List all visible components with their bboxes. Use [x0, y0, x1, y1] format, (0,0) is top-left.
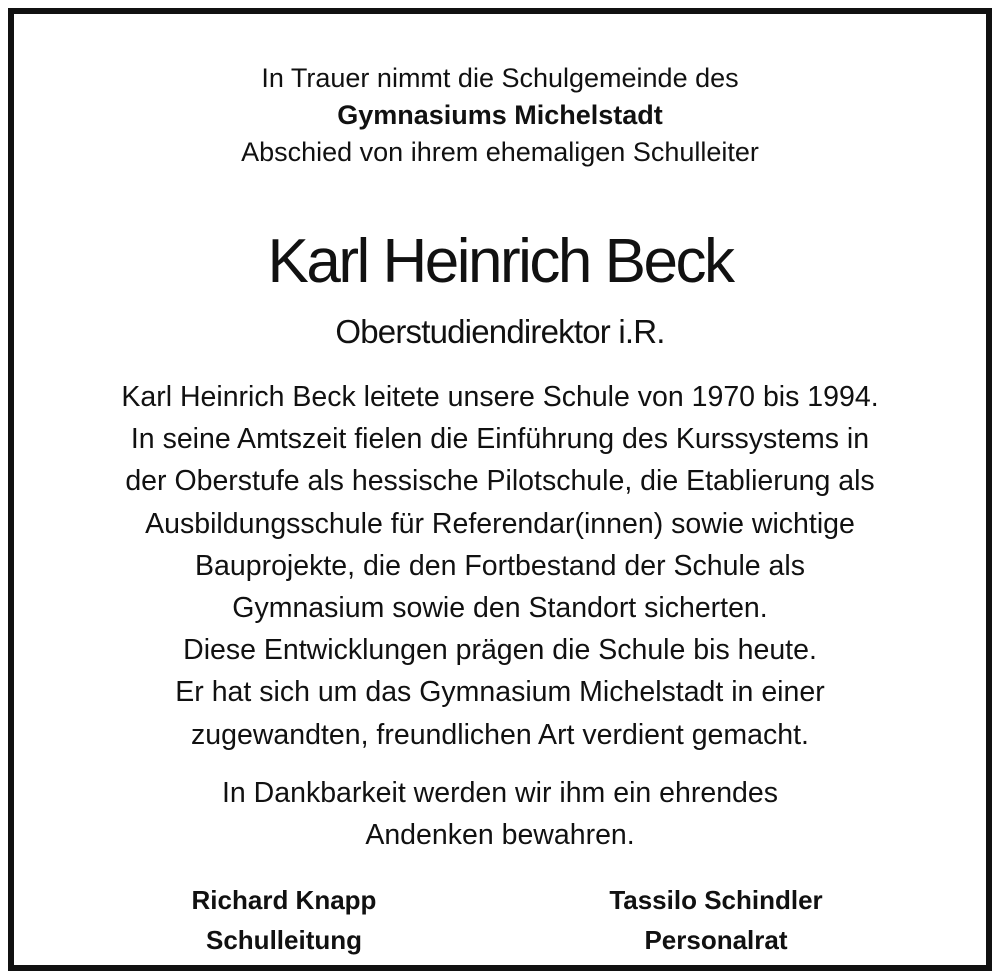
signature-role: Schulleitung	[206, 925, 362, 955]
signature-principal	[104, 880, 464, 960]
tribute-line: zugewandten, freundlichen Art verdient gemacht.	[191, 718, 809, 751]
closing-line: Andenken bewahren.	[365, 819, 635, 852]
tribute-line: der Oberstufe als hessische Pilotschule, die Etablierung als	[125, 465, 875, 498]
tribute-line: Bauprojekte, die den Fortbestand der Schule als	[195, 549, 805, 582]
tribute-line: In seine Amtszeit fielen die Einführung des Kurssystems in	[130, 423, 870, 456]
signature-name: Tassilo Schindler	[609, 885, 823, 915]
school-name: Gymnasiums Michelstadt	[337, 100, 663, 130]
closing-line: In Dankbarkeit werden wir ihm ein ehrendes	[221, 777, 779, 809]
intro-text	[14, 60, 986, 171]
signature-name: Richard Knapp	[191, 885, 377, 915]
tribute-line: Er hat sich um das Gymnasium Michelstadt in einer	[175, 676, 825, 709]
intro-line-3: Abschied von ihrem ehemaligen Schulleiter	[241, 137, 759, 167]
signature-staff-council	[536, 880, 896, 960]
closing-text	[14, 772, 986, 856]
deceased-title: Oberstudiendirektor i.R.	[335, 313, 665, 350]
tribute-line: Gymnasium sowie den Standort sicherten.	[232, 592, 768, 625]
obituary-notice	[8, 8, 992, 971]
intro-line-1: In Trauer nimmt die Schulgemeinde des	[261, 63, 739, 93]
deceased-name: Karl Heinrich Beck	[267, 227, 733, 296]
tribute-line: Karl Heinrich Beck leitete unsere Schule von 1970 bis 1994.	[121, 381, 879, 413]
tribute-text	[14, 376, 986, 756]
tribute-line: Ausbildungsschule für Referendar(innen) sowie wichtige	[145, 507, 855, 540]
signature-role: Personalrat	[644, 925, 788, 955]
tribute-line: Diese Entwicklungen prägen die Schule bis heute.	[183, 634, 817, 667]
